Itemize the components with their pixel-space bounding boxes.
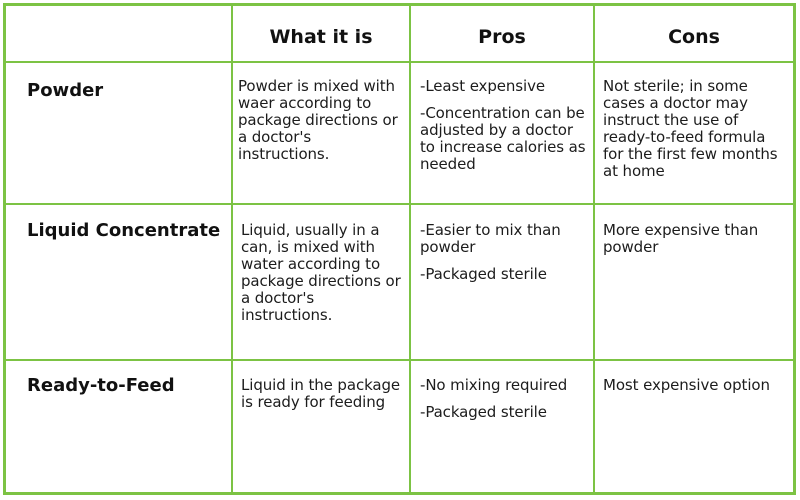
pros-item: -Concentration can be adjusted by a doctor to increase calories as needed bbox=[420, 104, 586, 173]
row-divider bbox=[6, 203, 793, 205]
column-divider bbox=[409, 6, 411, 492]
pros-item: -Packaged sterile bbox=[420, 265, 547, 283]
header-cons: Cons bbox=[668, 26, 720, 48]
column-divider bbox=[231, 6, 233, 492]
row-divider bbox=[6, 61, 793, 63]
pros-item: -Packaged sterile bbox=[420, 403, 547, 421]
what-it-is-liquid-concentrate: Liquid, usually in a can, is mixed with water according to package directions or a doctor's instructions. bbox=[241, 221, 401, 324]
cons-powder: Not sterile; in some cases a doctor may instruct the use of ready-to-feed formula for the first few months at home bbox=[603, 77, 778, 180]
cons-liquid-concentrate: More expensive than powder bbox=[603, 221, 759, 256]
what-it-is-ready-to-feed: Liquid in the package is ready for feeding bbox=[241, 376, 401, 411]
column-divider bbox=[593, 6, 595, 492]
pros-item: -No mixing required bbox=[420, 376, 568, 394]
pros-item: -Least expensive bbox=[420, 77, 545, 95]
header-pros: Pros bbox=[478, 26, 526, 48]
what-it-is-powder: Powder is mixed with waer according to package directions or a doctor's instructions. bbox=[238, 77, 398, 163]
comparison-table bbox=[3, 3, 796, 495]
pros-liquid-concentrate bbox=[420, 222, 588, 283]
header-what-it-is: What it is bbox=[269, 26, 373, 48]
pros-ready-to-feed bbox=[420, 377, 588, 421]
row-label-ready-to-feed: Ready-to-Feed bbox=[27, 375, 175, 396]
row-divider bbox=[6, 359, 793, 361]
cons-ready-to-feed: Most expensive option bbox=[603, 376, 770, 394]
pros-powder bbox=[420, 78, 588, 173]
pros-item: -Easier to mix than powder bbox=[420, 221, 561, 256]
row-label-powder: Powder bbox=[27, 80, 104, 101]
row-label-liquid-concentrate: Liquid Concentrate bbox=[27, 220, 221, 241]
